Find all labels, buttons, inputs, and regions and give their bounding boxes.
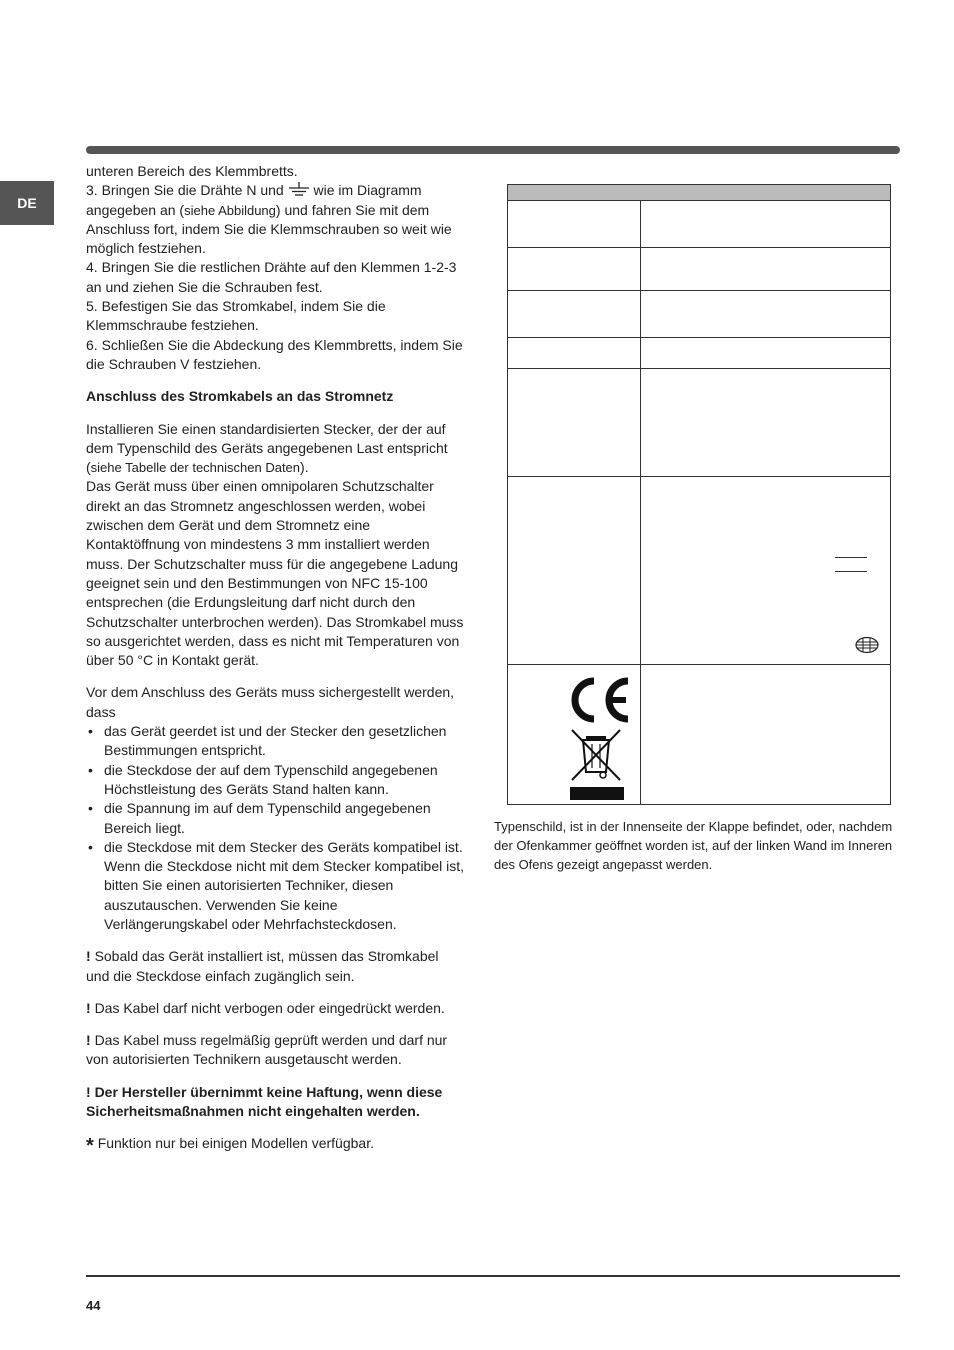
asterisk-icon: * — [86, 1135, 94, 1158]
exclamation-icon: ! — [86, 1083, 91, 1100]
exclamation-icon: ! — [86, 999, 91, 1016]
rating-plate-note: Typenschild, ist in der Innenseite der Klappe befindet, oder, nachdem der Ofenkammer geöffnet worden ist, auf der linken Wand im Inneren des Ofens gezeigt angepasst werden. — [494, 819, 893, 872]
ce-mark-icon — [564, 673, 632, 727]
footnote: * Funktion nur bei einigen Modellen verfügbar. — [86, 1135, 374, 1158]
paragraph: Das Gerät muss über einen omnipolaren Schutzschalter direkt an das Stromnetz angeschlossen werden, wobei zwischen dem Gerät und dem Stromnetz eine Kontaktöffnung von mindestens 3 mm installiert werden muss. Der Schutzschalter muss für die angegebene Ladung geeignet sein und den Bestimmungen von NFC 15-100 entsprechen (die Erdungsleitung darf nicht durch den Schutzschalter unterbrochen werden). Das Stromkabel muss so ausgerichtet werden, dass es nicht mit Temperaturen von über 50 °C in Kontakt gerät. — [86, 478, 464, 669]
row-divider — [508, 368, 890, 369]
list-item: • die Steckdose der auf dem Typenschild angegebenen Höchstleistung des Geräts Stand halten kann. — [86, 761, 464, 800]
paragraph: 3. Bringen Sie die Drähte N und wie im Diagramm angegeben an (siehe Abbildung) und fahren Sie mit dem Anschluss fort, indem Sie die Klemmschrauben so weit wie möglich festziehen. — [86, 182, 452, 257]
warning-note: ! Das Kabel muss regelmäßig geprüft werden und darf nur von autorisierten Technikern ausgetauscht werden. — [86, 1032, 448, 1068]
warning-note: ! Das Kabel darf nicht verbogen oder eingedrückt werden. — [86, 999, 445, 1016]
list-item: • die Steckdose mit dem Stecker des Geräts kompatibel ist. Wenn die Steckdose nicht mit dem Stecker kompatibel ist, bitten Sie einen autorisierten Techniker, diesen auszutauschen. Verwenden Sie keine Verlängerungskabel oder Mehrfachsteckdosen. — [86, 838, 464, 934]
paragraph: Vor dem Anschluss des Geräts muss sichergestellt werden, dass — [86, 684, 455, 720]
rule-line — [835, 571, 867, 572]
ground-symbol-icon — [288, 182, 310, 196]
paragraph: Installieren Sie einen standardisierten Stecker, der der auf dem Typenschild des Geräts angegebenen Last entspricht (siehe Tabelle der technischen Daten). — [86, 420, 448, 476]
requirements-list — [86, 722, 464, 934]
row-divider — [508, 476, 890, 477]
page-number: 44 — [86, 1298, 101, 1313]
row-divider — [508, 247, 890, 248]
warning-note: ! Der Hersteller übernimmt keine Haftung, wenn diese Sicherheitsmaßnahmen nicht eingehalten werden. — [86, 1083, 443, 1120]
paragraph: 4. Bringen Sie die restlichen Drähte auf den Klemmen 1-2-3 an und ziehen Sie die Schrauben fest. — [86, 259, 457, 295]
list-item: • die Spannung im auf dem Typenschild angegebenen Bereich liegt. — [86, 799, 464, 838]
section-heading: Anschluss des Stromkabels an das Stromnetz — [86, 388, 394, 405]
energy-label-icon — [855, 636, 879, 654]
row-divider — [508, 337, 890, 338]
language-tab: DE — [0, 181, 54, 225]
weee-bin-icon — [570, 728, 624, 802]
header-bar — [86, 146, 900, 154]
footer-rule — [86, 1275, 900, 1277]
exclamation-icon: ! — [86, 948, 91, 965]
exclamation-icon: ! — [86, 1032, 91, 1049]
technical-data-table — [507, 184, 891, 805]
list-item: • das Gerät geerdet ist und der Stecker den gesetzlichen Bestimmungen entspricht. — [86, 722, 464, 761]
paragraph: 6. Schließen Sie die Abdeckung des Klemmbretts, indem Sie die Schrauben V festziehen. — [86, 336, 463, 372]
warning-note: ! Sobald das Gerät installiert ist, müssen das Stromkabel und die Steckdose einfach zugänglich sein. — [86, 948, 439, 984]
rule-line — [835, 557, 867, 558]
table-header — [508, 185, 890, 201]
row-divider — [508, 290, 890, 291]
left-column — [86, 162, 464, 1157]
column-divider — [640, 201, 641, 804]
paragraph: 5. Befestigen Sie das Stromkabel, indem Sie die Klemmschraube festziehen. — [86, 298, 386, 334]
paragraph: unteren Bereich des Klemmbretts. — [86, 163, 298, 179]
row-divider — [508, 664, 890, 665]
